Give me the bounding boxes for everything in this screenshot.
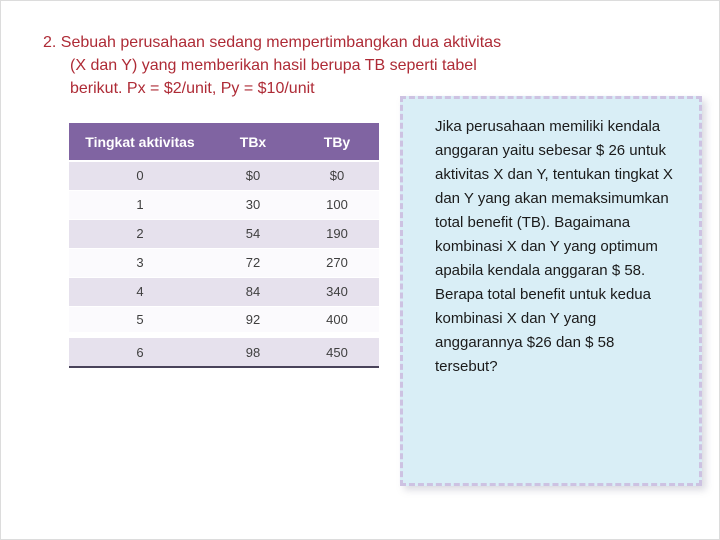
table-row	[69, 277, 379, 306]
table-cell: 54	[211, 219, 295, 248]
table-cell: 1	[69, 190, 211, 219]
table-header-tbx: TBx	[211, 123, 295, 161]
table-cell: 4	[69, 277, 211, 306]
table-cell: 30	[211, 190, 295, 219]
benefit-table	[69, 123, 379, 368]
table-cell: $0	[295, 161, 379, 190]
table-cell: 0	[69, 161, 211, 190]
table-row	[69, 190, 379, 219]
slide-title-line: berikut. Px = $2/unit, Py = $10/unit	[70, 80, 315, 97]
table-header-tby: TBy	[295, 123, 379, 161]
table-cell: 5	[69, 306, 211, 335]
slide-title-line: 2. Sebuah perusahaan sedang mempertimbangkan dua aktivitas	[43, 34, 502, 51]
question-note-text: Jika perusahaan memiliki kendala anggaran yaitu sebesar $ 26 untuk aktivitas X dan Y, tentukan tingkat X dan Y yang akan memaksimumkan total benefit (TB). Bagaimana kombinasi X dan Y yang optimum apabila kendala anggaran $ 58. Berapa total benefit untuk kedua kombinasi X dan Y yang anggarannya $26 dan $ 58 tersebut?	[435, 118, 673, 375]
slide-title-line: (X dan Y) yang memberikan hasil berupa TB seperti tabel	[70, 57, 477, 74]
table-row	[69, 161, 379, 190]
table-row	[69, 219, 379, 248]
table-cell: 92	[211, 306, 295, 335]
table-cell: 84	[211, 277, 295, 306]
table-cell: 3	[69, 248, 211, 277]
table-cell: 100	[295, 190, 379, 219]
table-cell: 190	[295, 219, 379, 248]
slide-title	[43, 31, 523, 100]
table-cell: 6	[69, 335, 211, 367]
table-header-row	[69, 123, 379, 161]
table-row	[69, 306, 379, 335]
table-cell: 2	[69, 219, 211, 248]
table-row	[69, 335, 379, 367]
table-header-aktivitas: Tingkat aktivitas	[69, 123, 211, 161]
table-cell: 270	[295, 248, 379, 277]
question-note-box	[400, 96, 702, 486]
table-cell: 98	[211, 335, 295, 367]
table-cell: $0	[211, 161, 295, 190]
table-row	[69, 248, 379, 277]
table-cell: 72	[211, 248, 295, 277]
table-cell: 400	[295, 306, 379, 335]
table-cell: 450	[295, 335, 379, 367]
table-cell: 340	[295, 277, 379, 306]
